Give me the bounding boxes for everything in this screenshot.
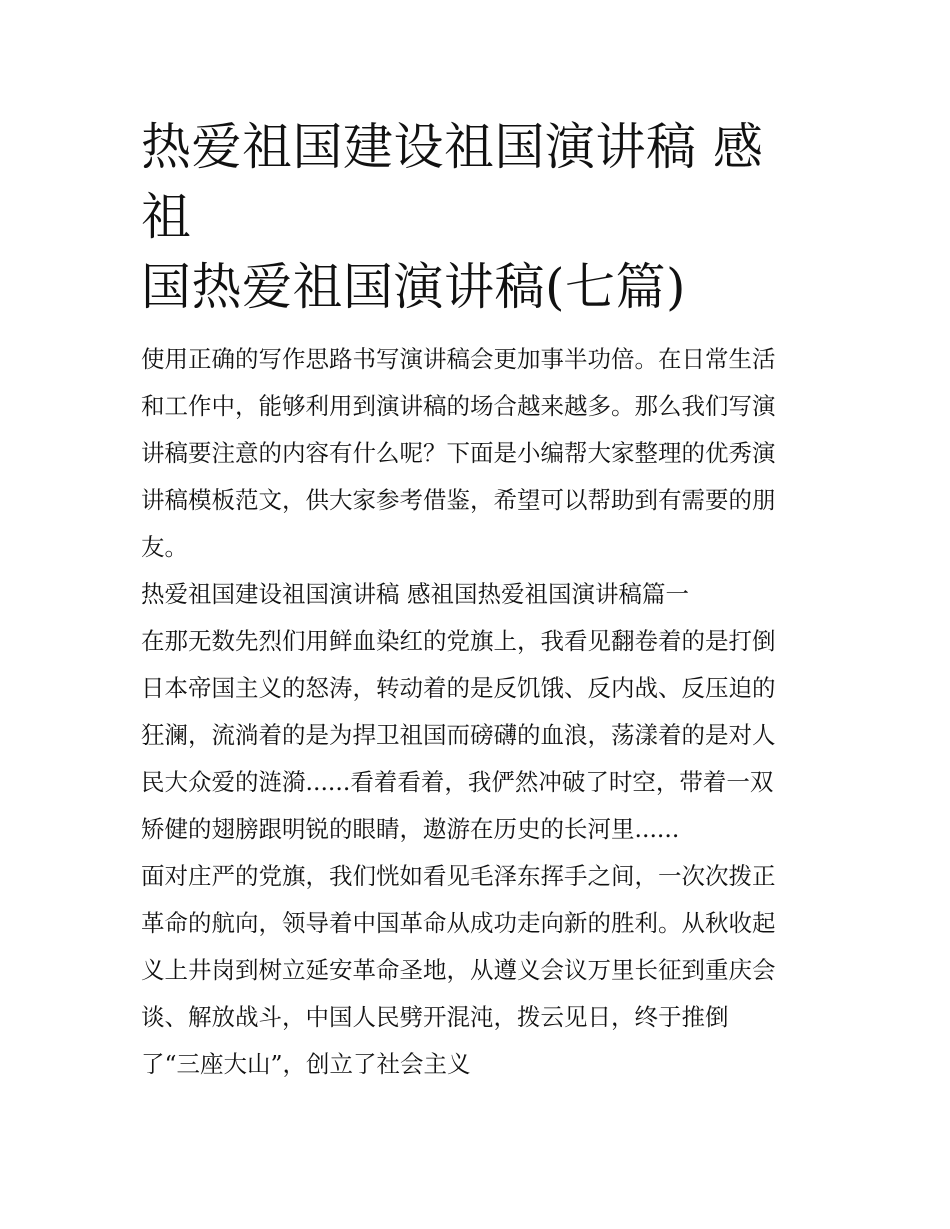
intro-paragraph: 使用正确的写作思路书写演讲稿会更加事半功倍。在日常生活 和工作中，能够利用到演讲稿的场合越来越多。那么我们写演 讲稿要注意的内容有什么呢？下面是小编帮大家整理的优秀演 讲稿模板范文，供大家参考借鉴，希望可以帮助到有需要的朋 友。 bbox=[141, 345, 776, 561]
body-paragraph: 在那无数先烈们用鲜血染红的党旗上，我看见翻卷着的是打倒 日本帝国主义的怒涛，转动着的是反饥饿、反内战、反压迫的 狂澜，流淌着的是为捍卫祖国而磅礴的血浪，荡漾着的是对人 民大众爱的涟漪......看着看着，我俨然冲破了时空，带着一双 矫健的翅膀跟明锐的眼睛，遨游在历史的长河里...... bbox=[141, 627, 776, 843]
body-paragraph: 面对庄严的党旗，我们恍如看见毛泽东挥手之间，一次次拨正 革命的航向，领导着中国革命从成功走向新的胜利。从秋收起 义上井岗到树立延安革命圣地，从遵义会议万里长征到重庆会 谈、解放战斗，中国人民劈开混沌，拨云见日，终于推倒 了“三座大山”，创立了社会主义 bbox=[141, 862, 776, 1078]
document-title: 热爱祖国建设祖国演讲稿 感祖 国热爱祖国演讲稿(七篇) bbox=[141, 118, 764, 316]
document-body bbox=[141, 336, 813, 1088]
section-heading: 热爱祖国建设祖国演讲稿 感祖国热爱祖国演讲稿篇一 bbox=[141, 580, 689, 608]
document-page bbox=[141, 112, 813, 1088]
